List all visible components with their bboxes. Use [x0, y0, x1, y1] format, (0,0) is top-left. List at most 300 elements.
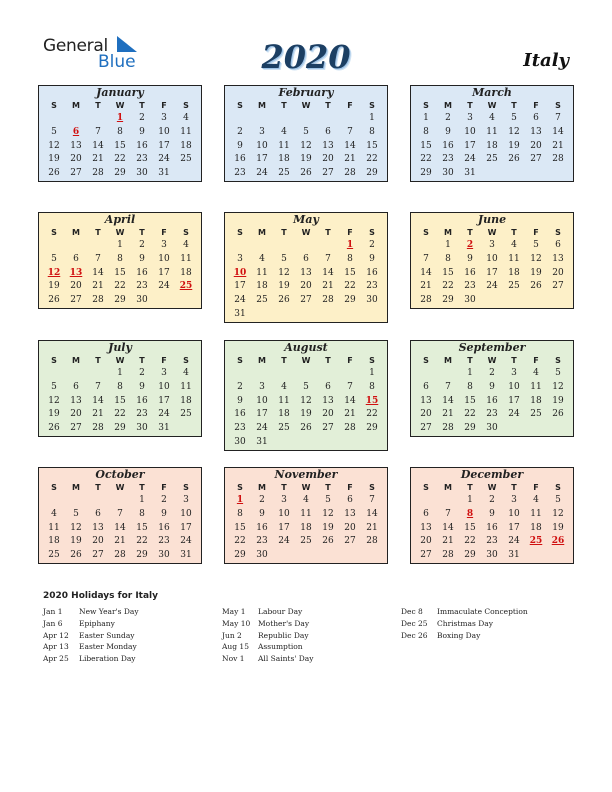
day-cell: 21 [114, 536, 126, 547]
day-cell: 26 [48, 168, 60, 179]
day-cell: 28 [366, 536, 378, 547]
day-cell: 18 [530, 395, 542, 406]
month-june [410, 212, 574, 309]
holiday-date: Apr 25 [43, 654, 69, 664]
empty-cell [87, 367, 109, 381]
empty-cell [295, 239, 317, 253]
month-title: December [460, 468, 524, 481]
day-grid [39, 112, 201, 181]
day-cell: 2 [489, 495, 495, 505]
day-cell: 21 [420, 281, 432, 292]
month-march [410, 85, 574, 182]
day-cell: 12 [278, 267, 290, 278]
day-cell: 25 [300, 536, 312, 547]
weekday-label: T [95, 356, 101, 365]
month-july [38, 340, 202, 437]
holiday-row [222, 641, 313, 653]
holiday-row [222, 630, 313, 642]
day-cell: 14 [552, 126, 564, 137]
day-cell: 28 [442, 423, 454, 434]
weekday-label: S [369, 101, 375, 110]
day-cell: 7 [555, 113, 561, 123]
holiday-name: Easter Sunday [79, 630, 135, 640]
weekday-label: S [183, 228, 189, 237]
day-cell: 11 [278, 140, 290, 151]
day-cell: 31 [464, 168, 476, 179]
day-cell: 3 [511, 495, 517, 505]
day-cell: 23 [486, 409, 498, 420]
empty-cell [437, 494, 459, 508]
day-cell: 4 [489, 113, 495, 123]
day-cell: 9 [139, 126, 145, 137]
day-cell: 13 [300, 267, 312, 278]
holiday-name: Labour Day [258, 607, 303, 616]
weekday-label: W [487, 483, 497, 492]
day-cell: 11 [180, 253, 192, 264]
holiday-name: Mother's Day [258, 618, 310, 628]
day-cell: 2 [237, 126, 243, 137]
day-cell: 30 [136, 168, 148, 179]
day-cell: 7 [325, 253, 331, 264]
day-cell: 1 [467, 368, 473, 378]
day-cell: 20 [344, 522, 356, 533]
holiday-row [43, 606, 139, 618]
day-cell: 8 [117, 381, 123, 392]
day-cell: 18 [256, 281, 268, 292]
day-cell: 14 [92, 395, 104, 406]
weekday-label: S [423, 356, 429, 365]
day-cell: 7 [95, 126, 101, 137]
holiday-row [222, 618, 313, 630]
day-cell: 20 [530, 140, 542, 151]
day-cell: 12 [48, 140, 60, 151]
empty-cell [339, 367, 361, 381]
weekday-label: S [51, 101, 57, 110]
day-cell: 14 [322, 267, 334, 278]
day-cell: 7 [95, 253, 101, 264]
day-cell: 12 [552, 508, 564, 519]
weekday-label: T [139, 228, 145, 237]
empty-cell [109, 494, 131, 508]
day-cell: 7 [117, 508, 123, 519]
day-cell: 17 [158, 140, 170, 151]
day-cell: 24 [278, 536, 290, 547]
weekday-label: S [555, 483, 561, 492]
holiday-column [401, 606, 528, 641]
weekday-header [411, 355, 573, 367]
day-cell: 16 [486, 395, 498, 406]
day-cell: 7 [423, 253, 429, 264]
day-cell: 8 [139, 508, 145, 519]
weekday-label: T [139, 483, 145, 492]
empty-cell [251, 239, 273, 253]
holiday-date: Dec 8 [401, 607, 423, 616]
weekday-label: S [555, 101, 561, 110]
day-cell: 23 [256, 536, 268, 547]
day-cell: 30 [256, 550, 268, 561]
day-cell: 21 [442, 409, 454, 420]
day-cell: 8 [369, 126, 375, 137]
day-cell: 18 [530, 522, 542, 533]
day-cell: 25 [256, 295, 268, 306]
weekday-label: F [347, 356, 353, 365]
weekday-label: T [325, 483, 331, 492]
day-cell: 4 [303, 495, 309, 505]
empty-cell [229, 239, 251, 253]
day-cell: 9 [237, 395, 243, 406]
weekday-label: S [183, 101, 189, 110]
day-cell: 13 [420, 522, 432, 533]
day-cell: 9 [489, 381, 495, 392]
weekday-label: S [51, 483, 57, 492]
day-cell: 19 [322, 522, 334, 533]
day-cell: 4 [51, 508, 57, 519]
day-cell: 11 [530, 381, 542, 392]
day-cell: 21 [552, 140, 564, 151]
day-cell: 14 [442, 522, 454, 533]
day-cell: 23 [234, 168, 246, 179]
day-cell: 27 [322, 168, 334, 179]
day-cell: 22 [366, 409, 378, 420]
day-cell: 18 [278, 154, 290, 165]
day-cell: 21 [92, 154, 104, 165]
day-cell: 19 [530, 267, 542, 278]
day-cell: 19 [508, 140, 520, 151]
day-cell: 28 [420, 295, 432, 306]
day-cell: 1 [139, 495, 145, 505]
day-cell: 17 [256, 409, 268, 420]
holiday-day: 12 [47, 267, 61, 278]
day-cell: 4 [183, 368, 189, 378]
day-cell: 3 [183, 495, 189, 505]
day-cell: 4 [259, 253, 265, 264]
month-may [224, 212, 388, 323]
day-cell: 16 [486, 522, 498, 533]
holiday-day: 10 [233, 267, 247, 278]
weekday-label: F [347, 101, 353, 110]
day-cell: 21 [322, 281, 334, 292]
day-cell: 11 [530, 508, 542, 519]
day-grid [225, 367, 387, 450]
day-cell: 26 [508, 154, 520, 165]
holiday-date: Jan 1 [43, 607, 63, 616]
day-cell: 27 [70, 295, 82, 306]
empty-cell [415, 367, 437, 381]
day-cell: 13 [552, 253, 564, 264]
day-cell: 29 [114, 423, 126, 434]
weekday-label: T [467, 228, 473, 237]
weekday-header [39, 482, 201, 494]
day-cell: 26 [278, 295, 290, 306]
day-cell: 12 [530, 253, 542, 264]
day-cell: 3 [237, 253, 243, 264]
day-cell: 6 [423, 508, 429, 519]
day-cell: 31 [234, 308, 246, 319]
logo-text-general: General [43, 36, 108, 56]
holiday-column [222, 606, 313, 665]
day-cell: 2 [139, 240, 145, 250]
day-cell: 5 [73, 508, 79, 519]
holiday-day: 25 [179, 281, 193, 292]
day-cell: 10 [256, 140, 268, 151]
day-cell: 17 [158, 395, 170, 406]
empty-cell [317, 112, 339, 126]
holiday-row [43, 653, 139, 665]
month-february [224, 85, 388, 182]
day-cell: 30 [234, 436, 246, 447]
holiday-date: Jan 6 [43, 618, 63, 628]
day-grid [225, 239, 387, 322]
day-cell: 26 [322, 536, 334, 547]
weekday-header [225, 482, 387, 494]
day-cell: 5 [51, 381, 57, 392]
day-cell: 3 [467, 113, 473, 123]
day-cell: 3 [259, 381, 265, 392]
day-cell: 5 [51, 126, 57, 137]
day-cell: 23 [464, 281, 476, 292]
weekday-label: T [281, 483, 287, 492]
day-cell: 4 [511, 240, 517, 250]
day-cell: 17 [464, 140, 476, 151]
weekday-label: S [237, 356, 243, 365]
day-grid [39, 367, 201, 436]
day-cell: 29 [442, 295, 454, 306]
weekday-label: M [444, 356, 452, 365]
day-cell: 27 [70, 168, 82, 179]
day-cell: 6 [325, 381, 331, 392]
day-cell: 6 [73, 381, 79, 392]
weekday-label: S [183, 483, 189, 492]
day-cell: 9 [467, 253, 473, 264]
holiday-day: 15 [365, 395, 379, 406]
day-cell: 3 [489, 240, 495, 250]
day-cell: 26 [300, 168, 312, 179]
day-cell: 11 [278, 395, 290, 406]
day-cell: 12 [300, 395, 312, 406]
day-cell: 20 [420, 409, 432, 420]
logo-text-blue: Blue [98, 52, 136, 72]
day-cell: 24 [256, 423, 268, 434]
month-title: March [472, 86, 512, 99]
day-cell: 6 [303, 253, 309, 264]
day-cell: 15 [442, 267, 454, 278]
weekday-label: S [369, 483, 375, 492]
day-cell: 22 [114, 154, 126, 165]
weekday-label: T [325, 101, 331, 110]
day-cell: 10 [486, 253, 498, 264]
logo-triangle-icon [115, 36, 137, 52]
empty-cell [65, 367, 87, 381]
weekday-header [411, 100, 573, 112]
day-cell: 28 [344, 423, 356, 434]
day-cell: 26 [48, 423, 60, 434]
day-cell: 2 [139, 113, 145, 123]
day-cell: 18 [48, 536, 60, 547]
day-cell: 25 [486, 154, 498, 165]
day-cell: 30 [442, 168, 454, 179]
day-cell: 30 [486, 423, 498, 434]
holiday-day: 2 [466, 240, 474, 250]
holiday-row [401, 606, 528, 618]
weekday-label: W [487, 228, 497, 237]
day-cell: 22 [464, 409, 476, 420]
holiday-date: Apr 13 [43, 642, 69, 652]
day-cell: 10 [256, 395, 268, 406]
day-cell: 8 [347, 253, 353, 264]
day-cell: 11 [486, 126, 498, 137]
day-cell: 14 [344, 395, 356, 406]
empty-cell [273, 112, 295, 126]
day-cell: 7 [347, 381, 353, 392]
holiday-name: All Saints' Day [258, 654, 314, 664]
holiday-day: 1 [346, 240, 354, 250]
holidays-title: 2020 Holidays for Italy [43, 591, 159, 601]
day-cell: 15 [136, 522, 148, 533]
day-cell: 15 [344, 267, 356, 278]
weekday-label: M [258, 101, 266, 110]
weekday-label: T [95, 228, 101, 237]
month-title: June [477, 213, 507, 226]
day-cell: 11 [508, 253, 520, 264]
empty-cell [273, 367, 295, 381]
day-cell: 16 [136, 140, 148, 151]
day-cell: 1 [369, 368, 375, 378]
day-cell: 12 [70, 522, 82, 533]
day-cell: 19 [552, 522, 564, 533]
weekday-header [225, 100, 387, 112]
day-cell: 10 [180, 508, 192, 519]
weekday-header [225, 355, 387, 367]
day-cell: 18 [508, 267, 520, 278]
weekday-label: S [51, 356, 57, 365]
day-cell: 28 [344, 168, 356, 179]
day-grid [411, 112, 573, 181]
weekday-label: T [139, 101, 145, 110]
weekday-label: S [183, 356, 189, 365]
day-cell: 3 [161, 368, 167, 378]
day-cell: 11 [256, 267, 268, 278]
day-cell: 27 [530, 154, 542, 165]
weekday-label: M [72, 228, 80, 237]
day-cell: 31 [158, 168, 170, 179]
holiday-date: Nov 1 [222, 654, 245, 664]
day-cell: 22 [234, 536, 246, 547]
day-cell: 9 [369, 253, 375, 264]
day-cell: 7 [445, 381, 451, 392]
day-cell: 1 [467, 495, 473, 505]
day-cell: 26 [70, 550, 82, 561]
month-december [410, 467, 574, 564]
day-cell: 2 [139, 368, 145, 378]
day-cell: 21 [366, 522, 378, 533]
empty-cell [65, 494, 87, 508]
holiday-day: 6 [72, 126, 80, 137]
day-cell: 5 [555, 495, 561, 505]
day-cell: 19 [48, 154, 60, 165]
weekday-label: S [423, 228, 429, 237]
day-cell: 26 [530, 281, 542, 292]
day-cell: 25 [530, 409, 542, 420]
day-cell: 24 [158, 281, 170, 292]
weekday-label: W [115, 356, 125, 365]
day-cell: 22 [464, 536, 476, 547]
holiday-day: 8 [466, 508, 474, 519]
empty-cell [65, 239, 87, 253]
day-cell: 9 [161, 508, 167, 519]
day-cell: 4 [281, 381, 287, 392]
day-cell: 16 [464, 267, 476, 278]
day-cell: 20 [70, 154, 82, 165]
day-cell: 15 [366, 140, 378, 151]
day-cell: 8 [445, 253, 451, 264]
day-cell: 17 [180, 522, 192, 533]
day-cell: 16 [234, 409, 246, 420]
weekday-label: W [301, 356, 311, 365]
day-cell: 29 [234, 550, 246, 561]
day-cell: 30 [464, 295, 476, 306]
day-cell: 22 [366, 154, 378, 165]
empty-cell [251, 367, 273, 381]
empty-cell [43, 494, 65, 508]
day-cell: 29 [136, 550, 148, 561]
day-cell: 17 [508, 522, 520, 533]
empty-cell [273, 239, 295, 253]
day-cell: 14 [114, 522, 126, 533]
day-cell: 12 [508, 126, 520, 137]
day-cell: 12 [48, 395, 60, 406]
day-cell: 13 [530, 126, 542, 137]
weekday-label: T [511, 101, 517, 110]
day-cell: 29 [366, 423, 378, 434]
weekday-label: S [237, 101, 243, 110]
day-cell: 18 [278, 409, 290, 420]
weekday-label: T [95, 101, 101, 110]
day-cell: 6 [73, 253, 79, 264]
weekday-label: F [161, 101, 167, 110]
weekday-label: M [72, 356, 80, 365]
weekday-label: S [237, 228, 243, 237]
day-cell: 7 [369, 495, 375, 505]
day-cell: 2 [489, 368, 495, 378]
weekday-header [411, 482, 573, 494]
day-cell: 29 [344, 295, 356, 306]
day-cell: 16 [256, 522, 268, 533]
weekday-label: W [487, 356, 497, 365]
day-cell: 9 [139, 253, 145, 264]
day-cell: 18 [486, 140, 498, 151]
day-cell: 4 [281, 126, 287, 137]
day-cell: 14 [92, 140, 104, 151]
day-cell: 14 [442, 395, 454, 406]
day-cell: 17 [158, 267, 170, 278]
month-title: September [458, 341, 526, 354]
day-cell: 22 [344, 281, 356, 292]
day-cell: 10 [508, 508, 520, 519]
day-cell: 2 [237, 381, 243, 392]
day-cell: 20 [300, 281, 312, 292]
holiday-day: 1 [236, 495, 244, 505]
day-cell: 8 [423, 126, 429, 137]
weekday-header [411, 227, 573, 239]
day-cell: 10 [278, 508, 290, 519]
holiday-name: Liberation Day [79, 654, 136, 664]
holiday-name: Easter Monday [79, 642, 137, 652]
day-cell: 7 [445, 508, 451, 519]
day-cell: 31 [158, 423, 170, 434]
day-cell: 15 [234, 522, 246, 533]
day-cell: 31 [256, 436, 268, 447]
weekday-label: S [237, 483, 243, 492]
